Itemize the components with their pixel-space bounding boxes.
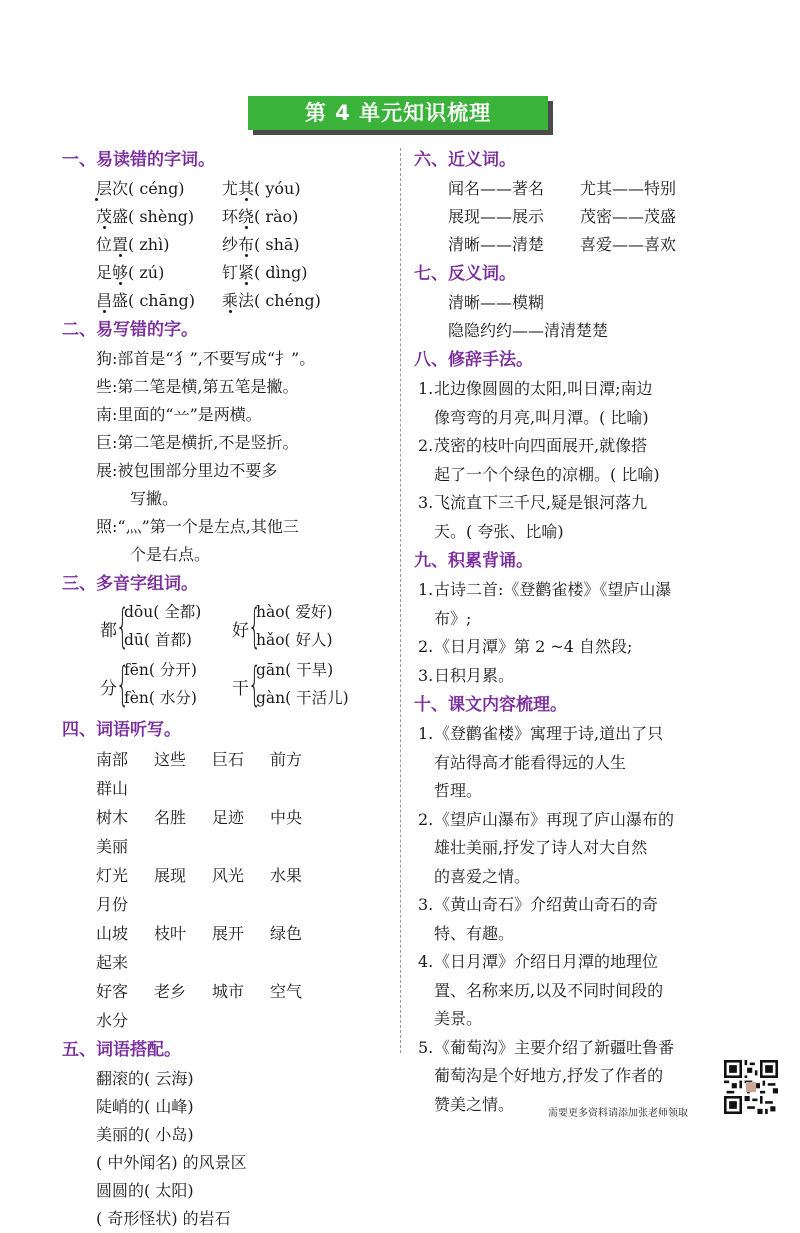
- left-column: [62, 145, 384, 1233]
- word-row: [66, 287, 384, 315]
- numbered-item: [418, 806, 763, 892]
- section-title: 九、积累背诵。: [414, 551, 533, 571]
- dictation-word: 树木: [96, 808, 129, 827]
- collocation-item: ( 奇形怪状) 的岩石: [96, 1209, 231, 1228]
- numbered-item: [418, 720, 763, 806]
- miswritten-chars: [66, 345, 384, 569]
- polyphone-row: [66, 599, 384, 657]
- item-line: 古诗二首:《登鹳雀楼》《望庐山瀑: [434, 580, 672, 599]
- word-pinyin: [222, 259, 348, 287]
- polyphone-row: [66, 657, 384, 715]
- item-number: 1.: [418, 580, 434, 599]
- dictation-word: 群山: [96, 779, 129, 798]
- item-line: 《黄山奇石》介绍黄山奇石的奇: [434, 895, 659, 914]
- reading: fèn( 水分): [124, 689, 197, 707]
- word-collocations: [66, 1065, 384, 1233]
- rule-item: [66, 429, 384, 457]
- rule-text: 巨:第二笔是横折,不是竖折。: [96, 433, 299, 452]
- dictation-word: 足迹: [212, 808, 245, 827]
- polyphone-char: 好: [232, 621, 249, 641]
- dictation-word: 空气: [270, 982, 303, 1001]
- text-part: 环: [222, 207, 239, 226]
- dictation-word: 中央: [270, 808, 303, 827]
- dictation-word: 好客: [96, 982, 129, 1001]
- item-number: 3.: [418, 665, 434, 685]
- numbered-item: [418, 662, 763, 691]
- item-line: 日积月累。: [434, 665, 515, 685]
- text-part: 层次( céng): [96, 179, 185, 198]
- numbered-item: [418, 576, 763, 633]
- synonym-row: [418, 231, 763, 259]
- word-pinyin: [222, 175, 348, 203]
- text-part: 尤: [222, 179, 239, 198]
- synonym-pair: 清晰——清楚: [448, 235, 545, 254]
- item-line: 葡萄沟是个好地方,抒发了作者的: [434, 1066, 664, 1085]
- page-title: 第 4 单元知识梳理: [248, 96, 548, 130]
- rhetoric-list: [418, 375, 763, 546]
- title-banner: [248, 96, 548, 130]
- item-line: 特、有趣。: [434, 923, 515, 943]
- item-number: 2.: [418, 637, 434, 656]
- dictation-word: 起来: [96, 953, 129, 972]
- synonym-pair: 喜爱——喜欢: [580, 235, 677, 254]
- synonym-pair: 茂密——茂盛: [580, 207, 677, 226]
- item-line: 《望庐山瀑布》再现了庐山瀑布的: [434, 809, 675, 829]
- item-number: 4.: [418, 952, 434, 971]
- dictation-word: 枝叶: [154, 924, 187, 943]
- recitation-list: [418, 576, 763, 690]
- item-line: 《葡萄沟》主要介绍了新疆吐鲁番: [434, 1037, 675, 1057]
- rule-item: [66, 401, 384, 429]
- item-line: 茂密的枝叶向四面展开,就像搭: [434, 436, 648, 455]
- emphasis-char: 布: [238, 235, 255, 254]
- item-number: 3.: [418, 493, 434, 512]
- item-line: 赞美之情。: [434, 1094, 515, 1114]
- text-part: 纱: [222, 235, 239, 254]
- synonym-pair: 展现——展示: [448, 207, 545, 226]
- dictation-word: 月份: [96, 895, 129, 914]
- item-line: 起了一个个绿色的凉棚。( 比喻): [434, 464, 660, 484]
- emphasis-char: 乘: [222, 291, 239, 310]
- item-number: 1.: [418, 724, 434, 743]
- collocation-item: 陡峭的( 山峰): [96, 1097, 194, 1116]
- antonym-pair: 清晰——模糊: [448, 293, 545, 312]
- text-part: 位: [96, 235, 113, 254]
- word-pinyin: [96, 287, 222, 315]
- word-row: [66, 231, 384, 259]
- polyphone-char: 分: [100, 679, 117, 699]
- dictation-word: 巨石: [212, 750, 245, 769]
- rule-item: [66, 373, 384, 401]
- collocation-item: 美丽的( 小岛): [96, 1125, 194, 1144]
- word-row: [66, 203, 384, 231]
- item-line: 哲理。: [434, 781, 483, 800]
- dictation-word: 水分: [96, 1011, 129, 1030]
- word-pinyin: [96, 175, 222, 203]
- polyphone-groups: [66, 599, 384, 715]
- rule-item: [66, 457, 384, 513]
- misread-words: [66, 175, 384, 315]
- text-part: 盛( shèng): [112, 207, 195, 226]
- collocation-item: 圆圆的( 太阳): [96, 1181, 194, 1200]
- dictation-word: 水果: [270, 866, 303, 885]
- item-line: 飞流直下三千尺,疑是银河落九: [434, 493, 648, 512]
- reading: gàn( 干活儿): [256, 689, 349, 707]
- brace-icon: {: [248, 599, 262, 653]
- dictation-word: 城市: [212, 982, 245, 1001]
- word-pinyin: [222, 203, 348, 231]
- reading: fēn( 分开): [124, 661, 197, 679]
- item-number: 1.: [418, 379, 434, 398]
- rule-text-cont: 写撇。: [130, 489, 179, 508]
- text-part: 足: [96, 263, 113, 282]
- numbered-item: [418, 633, 763, 662]
- dictation-word: 灯光: [96, 866, 129, 885]
- item-line: 《登鹳雀楼》寓理于诗,道出了只: [434, 724, 664, 743]
- reading: hǎo( 好人): [256, 631, 333, 649]
- dictation-word: 这些: [154, 750, 187, 769]
- synonym-pair: 尤其——特别: [580, 179, 677, 198]
- brace-icon: {: [116, 599, 130, 653]
- numbered-item: [418, 489, 763, 546]
- text-part: 钉: [222, 263, 239, 282]
- text-part: 盛( chāng): [112, 291, 195, 310]
- item-line: 有站得高才能看得远的人生: [434, 752, 627, 772]
- qr-code-icon: [724, 1060, 778, 1114]
- reading: hào( 爱好): [256, 603, 333, 621]
- synonym-row: [418, 175, 763, 203]
- item-line: 的喜爱之情。: [434, 866, 531, 886]
- content-summary-list: [418, 720, 763, 1119]
- rule-text: 照:“灬”第一个是左点,其他三: [96, 517, 299, 536]
- item-line: 像弯弯的月亮,叫月潭。( 比喻): [434, 407, 649, 427]
- reading: dū( 首都): [124, 631, 192, 649]
- text-part: ( yóu): [254, 179, 301, 198]
- section-title: 六、近义词。: [414, 150, 516, 170]
- section-title: 四、词语听写。: [62, 720, 181, 740]
- word-row: [66, 175, 384, 203]
- collocation-item: 翻滚的( 云海): [96, 1069, 194, 1088]
- item-number: 2.: [418, 436, 434, 455]
- synonym-row: [418, 203, 763, 231]
- text-part: ( zú): [128, 263, 165, 282]
- emphasis-char: 紧: [238, 263, 255, 282]
- section-title: 五、词语搭配。: [62, 1040, 181, 1060]
- section-title: 三、多音字组词。: [62, 574, 198, 594]
- item-line: 天。( 夸张、比喻): [434, 521, 564, 541]
- word-pinyin: [96, 203, 222, 231]
- footer-note: 需要更多资料请添加张老师领取: [548, 1108, 688, 1119]
- rule-text: 些:第二笔是横,第五笔是撇。: [96, 377, 299, 396]
- text-part: ( rào): [254, 207, 299, 226]
- polyphone-char: 都: [100, 621, 117, 641]
- dictation-word: 美丽: [96, 837, 129, 856]
- word-pinyin: [96, 231, 222, 259]
- dictation-row: [96, 803, 384, 861]
- right-column: [414, 145, 763, 1119]
- item-number: 2.: [418, 809, 434, 829]
- rule-text-cont: 个是右点。: [130, 545, 211, 564]
- reading: dōu( 全都): [124, 603, 202, 621]
- section-title: 八、修辞手法。: [414, 350, 533, 370]
- rule-text: 展:被包围部分里边不要多: [96, 461, 278, 480]
- dictation-row: [96, 919, 384, 977]
- word-row: [66, 259, 384, 287]
- collocation-item: ( 中外闻名) 的风景区: [96, 1153, 247, 1172]
- text-part: ( shā): [254, 235, 300, 254]
- text-part: ( zhì): [128, 235, 170, 254]
- brace-icon: {: [116, 657, 130, 711]
- brace-icon: {: [248, 657, 262, 711]
- emphasis-char: 昌: [96, 291, 113, 310]
- item-number: 5.: [418, 1037, 434, 1057]
- item-line: 《日月潭》第 2 ~4 自然段;: [434, 637, 633, 656]
- dictation-row: [96, 861, 384, 919]
- word-pinyin: [222, 231, 348, 259]
- emphasis-char: 够: [112, 263, 129, 282]
- emphasis-char: 茂: [96, 207, 113, 226]
- section-title: 一、易读错的字词。: [62, 150, 215, 170]
- dictation-word: 前方: [270, 750, 303, 769]
- section-title: 十、课文内容梳理。: [414, 695, 567, 715]
- synonym-pair: 闻名——著名: [448, 179, 545, 198]
- item-line: 布》;: [434, 608, 472, 628]
- item-line: 《日月潭》介绍日月潭的地理位: [434, 952, 659, 971]
- item-line: 置、名称来历,以及不同时间段的: [434, 980, 664, 1000]
- dictation-word: 山坡: [96, 924, 129, 943]
- numbered-item: [418, 891, 763, 948]
- antonym-pair: 隐隐约约——清清楚楚: [448, 321, 609, 340]
- dictation-row: [96, 745, 384, 803]
- section-title: 七、反义词。: [414, 264, 516, 284]
- emphasis-char: 其: [238, 179, 255, 198]
- rule-item: [66, 345, 384, 373]
- item-line: 美景。: [434, 1009, 483, 1028]
- column-divider: [400, 148, 401, 1053]
- reading: gān( 干旱): [256, 661, 334, 679]
- item-line: 雄壮美丽,抒发了诗人对大自然: [434, 838, 648, 857]
- dictation-word: 展开: [212, 924, 245, 943]
- dictation-word: 绿色: [270, 924, 303, 943]
- numbered-item: [418, 432, 763, 489]
- emphasis-char: 绕: [238, 207, 255, 226]
- numbered-item: [418, 948, 763, 1034]
- synonyms: [418, 175, 763, 259]
- polyphone-char: 干: [232, 679, 249, 699]
- word-pinyin: [96, 259, 222, 287]
- dictation-word: 展现: [154, 866, 187, 885]
- rule-text: 南:里面的“䒑”是两横。: [96, 405, 262, 424]
- dictation-grid: [66, 745, 384, 1035]
- item-line: 北边像圆圆的太阳,叫日潭;南边: [434, 379, 653, 398]
- dictation-word: 老乡: [154, 982, 187, 1001]
- emphasis-char: 置: [112, 235, 129, 254]
- rule-item: [66, 513, 384, 569]
- item-number: 3.: [418, 895, 434, 914]
- dictation-word: 风光: [212, 866, 245, 885]
- dictation-word: 南部: [96, 750, 129, 769]
- dictation-word: 名胜: [154, 808, 187, 827]
- word-pinyin: [222, 287, 348, 315]
- numbered-item: [418, 375, 763, 432]
- antonyms: [418, 289, 763, 345]
- text-part: ( dìng): [254, 263, 308, 282]
- text-part: 法( chéng): [238, 291, 321, 310]
- dictation-row: [96, 977, 384, 1035]
- section-title: 二、易写错的字。: [62, 320, 198, 340]
- rule-text: 狗:部首是“犭”,不要写成“扌”。: [96, 349, 316, 368]
